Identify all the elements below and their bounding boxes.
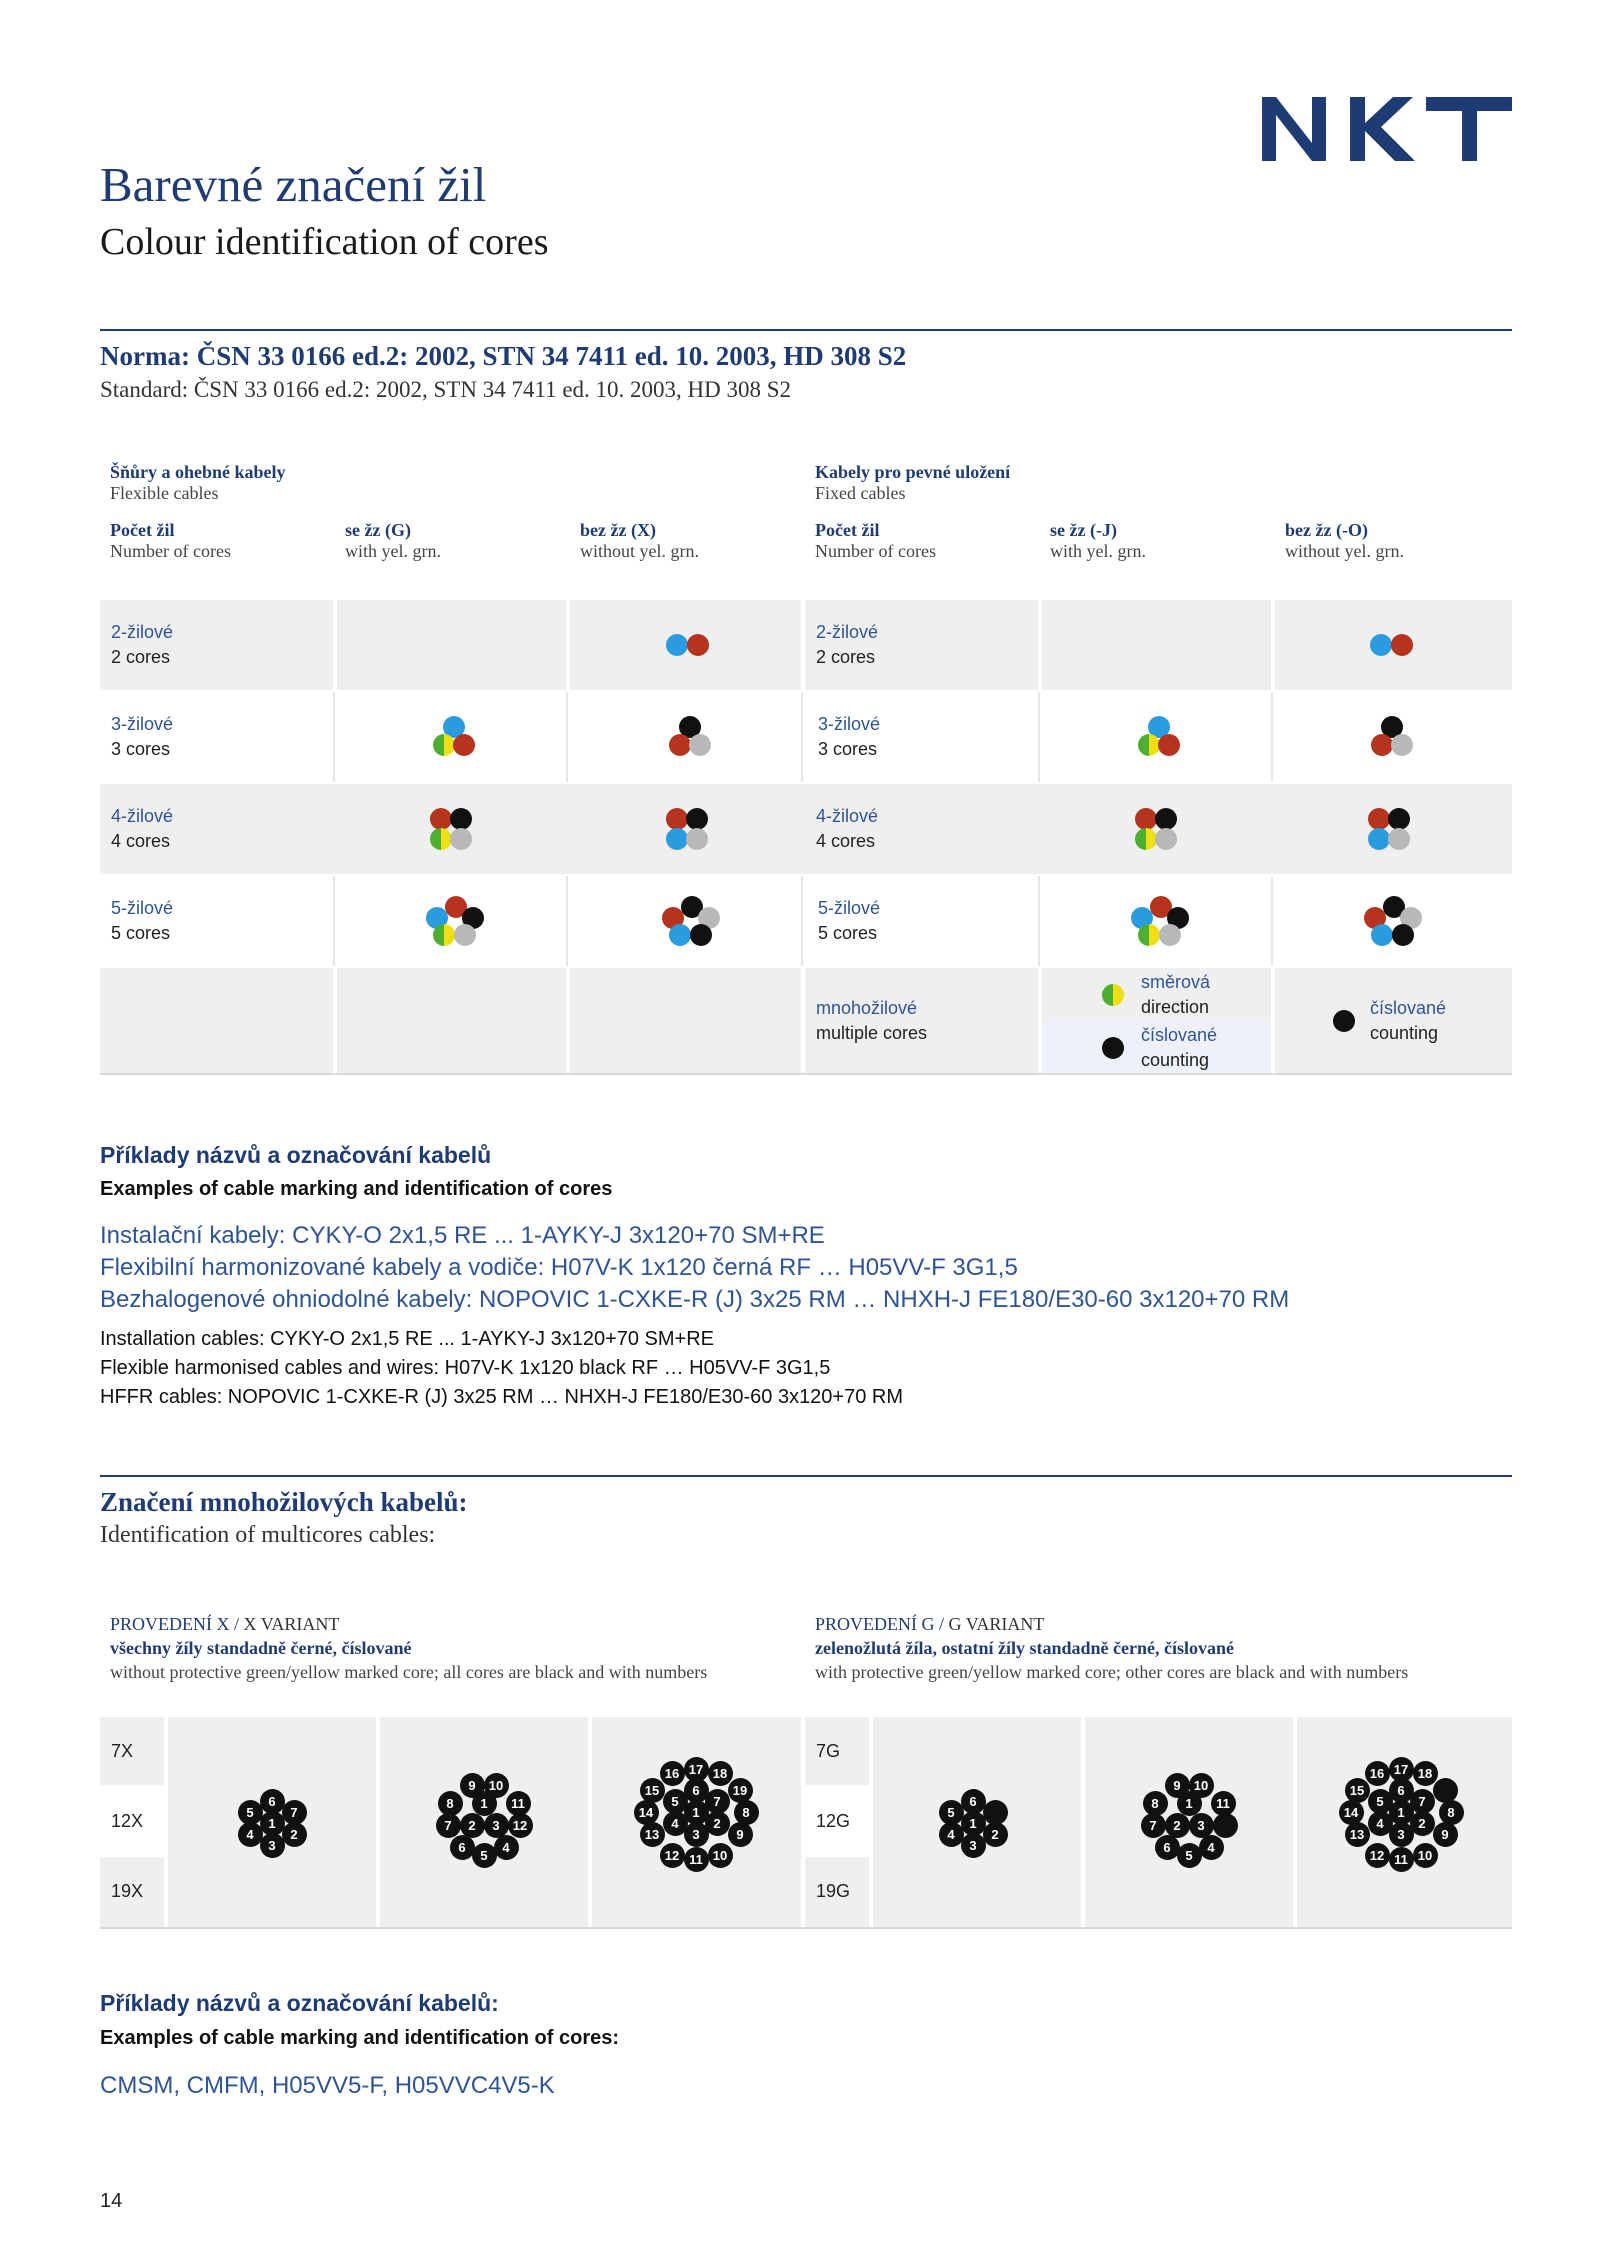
variant-x-title <box>110 1612 707 1636</box>
row-label-en: 2 cores <box>111 647 171 667</box>
grey-core-icon <box>686 828 708 850</box>
table-row <box>100 876 1512 968</box>
cable-7-cell <box>168 1717 376 1927</box>
counting-label <box>1370 996 1446 1046</box>
brown-core-icon <box>1135 808 1157 830</box>
green-yellow-core-icon <box>1433 1778 1458 1803</box>
numbered-core-icon: 5 <box>1368 1789 1393 1814</box>
fixed-title: Kabely pro pevné uložení <box>815 462 1011 482</box>
counting-label <box>1141 1023 1217 1073</box>
row-label <box>816 804 878 854</box>
variant-x-header <box>110 1612 707 1684</box>
table-cell <box>337 968 566 1073</box>
numbered-core-icon: 3 <box>961 1833 986 1858</box>
numbered-core-icon: 4 <box>663 1811 688 1836</box>
numbered-core-icon: 9 <box>1165 1773 1190 1798</box>
table-cell <box>1042 600 1271 690</box>
numbered-core-icon: 5 <box>238 1800 263 1825</box>
counting-label-cz: číslované <box>1141 1025 1218 1045</box>
table-cell <box>566 876 803 966</box>
green-yellow-core-icon <box>1138 924 1160 946</box>
numbered-core-icon: 17 <box>684 1757 709 1782</box>
numbered-core-icon: 6 <box>450 1835 475 1860</box>
numbered-core-icon: 2 <box>705 1811 730 1836</box>
table-cell <box>1271 692 1514 782</box>
fixed-col2-label: se žz (-J) <box>1050 520 1117 540</box>
numbered-core-icon: 19 <box>728 1778 753 1803</box>
numbered-core-icon: 2 <box>1165 1813 1190 1838</box>
numbered-core-icon: 11 <box>1211 1791 1236 1816</box>
numbered-core-icon: 6 <box>684 1778 709 1803</box>
grey-core-icon <box>1155 828 1177 850</box>
table-cell <box>333 692 568 782</box>
row-label-en: 5 cores <box>111 923 171 943</box>
fixed-col3-label: bez žz (-O) <box>1285 520 1368 540</box>
label-7g: 7G <box>816 1741 841 1761</box>
table-row <box>100 692 1512 784</box>
numbered-core-icon: 14 <box>1339 1800 1364 1825</box>
numbered-core-icon: 13 <box>640 1822 665 1847</box>
green-yellow-core-icon <box>1102 984 1124 1006</box>
numbered-core-icon: 3 <box>684 1822 709 1847</box>
table-bottom-line <box>100 1073 1512 1075</box>
flexible-col2-sub: with yel. grn. <box>345 541 441 561</box>
variant-x-title-en: X VARIANT <box>243 1614 340 1634</box>
black-core-icon <box>1102 1037 1124 1059</box>
cable-12-cell <box>1085 1717 1293 1927</box>
examples2-value: CMSM, CMFM, H05VV5-F, H05VVC4V5-K <box>100 2072 555 2099</box>
row-label <box>816 620 878 670</box>
table-cell <box>1038 876 1273 966</box>
row-label-en: 5 cores <box>818 923 878 943</box>
grey-core-icon <box>450 828 472 850</box>
numbered-core-icon: 4 <box>1199 1835 1224 1860</box>
label-12g: 12G <box>816 1811 851 1831</box>
numbered-core-icon: 1 <box>260 1811 285 1836</box>
numbered-core-icon: 12 <box>660 1843 685 1868</box>
variant-g-desc-en: with protective green/yellow marked core; other cores are black and with numbers <box>815 1662 1409 1682</box>
counting-label-cz: číslované <box>1370 998 1447 1018</box>
examples-subtitle: Examples of cable marking and identification of cores <box>100 1178 613 1200</box>
row-label <box>818 712 880 762</box>
variant-g-title <box>815 1612 1408 1636</box>
numbered-core-icon: 14 <box>634 1800 659 1825</box>
fixed-col-with-gy <box>1050 520 1146 562</box>
fixed-col3-sub: without yel. grn. <box>1285 541 1404 561</box>
black-core-icon <box>690 924 712 946</box>
numbered-core-icon: 7 <box>282 1800 307 1825</box>
numbered-core-icon: 17 <box>1389 1757 1414 1782</box>
numbered-core-icon: 6 <box>1155 1835 1180 1860</box>
black-core-icon <box>686 808 708 830</box>
examples2-subtitle: Examples of cable marking and identification of cores: <box>100 2027 620 2049</box>
flexible-title: Šňůry a ohebné kabely <box>110 462 286 482</box>
numbered-core-icon: 6 <box>1389 1778 1414 1803</box>
green-yellow-core-icon <box>1213 1813 1238 1838</box>
grey-core-icon <box>1388 828 1410 850</box>
examples-title: Příklady názvů a označování kabelů <box>100 1142 492 1168</box>
row-label <box>816 996 927 1046</box>
row-label-cz: 3-žilové <box>111 714 174 734</box>
row-label-cz: mnohožilové <box>816 998 918 1018</box>
blue-core-icon <box>1368 828 1390 850</box>
row-label <box>818 896 880 946</box>
cable-19-cell <box>1297 1717 1512 1927</box>
numbered-core-icon: 18 <box>1413 1761 1438 1786</box>
fixed-col2-sub: with yel. grn. <box>1050 541 1146 561</box>
brown-core-icon <box>687 634 709 656</box>
row-label-en: 4 cores <box>111 831 171 851</box>
label-7x: 7X <box>111 1741 134 1761</box>
standard-en: Standard: ČSN 33 0166 ed.2: 2002, STN 34 7411 ed. 10. 2003, HD 308 S2 <box>100 377 792 402</box>
blue-core-icon <box>1371 924 1393 946</box>
numbered-core-icon: 12 <box>508 1813 533 1838</box>
numbered-core-icon: 3 <box>1189 1813 1214 1838</box>
numbered-core-icon: 3 <box>484 1813 509 1838</box>
examples-en-list <box>100 1325 903 1412</box>
variant-x-desc-cz: všechny žíly standadně černé, číslované <box>110 1638 412 1658</box>
table-cell <box>801 876 1040 966</box>
numbered-core-icon: 4 <box>939 1822 964 1847</box>
row-label-cz: 4-žilové <box>111 806 174 826</box>
table-cell <box>100 968 333 1073</box>
row-label-en: 3 cores <box>111 739 171 759</box>
table-cell <box>566 784 801 874</box>
numbered-core-icon: 5 <box>1177 1843 1202 1868</box>
variant-x-title-cz: PROVEDENÍ X <box>110 1614 230 1634</box>
cable-7-cell <box>873 1717 1081 1927</box>
black-core-icon <box>1155 808 1177 830</box>
multicore-subtitle: Identification of multicores cables: <box>100 1522 436 1548</box>
page-title: Barevné značení žil <box>100 157 487 212</box>
examples2-title: Příklady názvů a označování kabelů: <box>100 1990 499 2016</box>
table-row <box>100 968 1512 1075</box>
blue-core-icon <box>666 634 688 656</box>
flexible-col-with-gy <box>345 520 441 562</box>
green-yellow-core-icon <box>983 1800 1008 1825</box>
table-cell <box>801 784 1038 874</box>
row-label <box>111 620 173 670</box>
numbered-core-icon: 1 <box>472 1791 497 1816</box>
row-label-cz: 2-žilové <box>111 622 174 642</box>
table-cell <box>570 968 801 1073</box>
fixed-title-en: Fixed cables <box>815 483 906 503</box>
row-label-en: 3 cores <box>818 739 878 759</box>
fixed-col-without-gy <box>1285 520 1404 562</box>
table-cell <box>100 784 333 874</box>
flexible-col2-label: se žz (G) <box>345 520 411 540</box>
row-label-cz: 4-žilové <box>816 806 879 826</box>
table-cell <box>570 600 801 690</box>
page-subtitle: Colour identification of cores <box>100 221 549 263</box>
numbered-core-icon: 10 <box>1189 1773 1214 1798</box>
numbered-core-icon: 9 <box>1433 1822 1458 1847</box>
numbered-core-icon: 8 <box>438 1791 463 1816</box>
cable-12-cell <box>380 1717 588 1927</box>
black-core-icon <box>1392 924 1414 946</box>
table-cell <box>805 1787 869 1855</box>
brown-core-icon <box>669 734 691 756</box>
brown-core-icon <box>1368 808 1390 830</box>
brown-core-icon <box>430 808 452 830</box>
row-label-en: multiple cores <box>816 1023 928 1043</box>
blue-core-icon <box>666 828 688 850</box>
row-label-cz: 5-žilové <box>111 898 174 918</box>
table-cell <box>100 1787 164 1855</box>
numbered-core-icon: 6 <box>260 1789 285 1814</box>
direction-label-en: direction <box>1141 997 1210 1017</box>
numbered-core-icon: 9 <box>460 1773 485 1798</box>
flexible-col-cores <box>110 520 231 562</box>
table-cell <box>1271 784 1512 874</box>
numbered-core-icon: 10 <box>708 1843 733 1868</box>
row-label-cz: 2-žilové <box>816 622 879 642</box>
numbered-core-icon: 2 <box>983 1822 1008 1847</box>
example-line: Flexibilní harmonizované kabely a vodiče: H07V-K 1x120 černá RF … H05VV-F 3G1,5 <box>100 1254 1018 1281</box>
table-cell <box>805 968 1038 1073</box>
counting-label-en: counting <box>1370 1023 1439 1043</box>
variant-g-title-sep: / <box>934 1614 949 1634</box>
table-bottom-line <box>100 1927 1512 1929</box>
label-19x: 19X <box>111 1881 144 1901</box>
flexible-col1-label: Počet žil <box>110 520 175 540</box>
colour-table <box>100 600 1512 1075</box>
green-yellow-core-icon <box>1135 828 1157 850</box>
blue-core-icon <box>669 924 691 946</box>
label-19g: 19G <box>816 1881 851 1901</box>
numbered-core-icon: 16 <box>1365 1761 1390 1786</box>
table-cell <box>1038 692 1273 782</box>
flexible-title-en: Flexible cables <box>110 483 219 503</box>
grey-core-icon <box>454 924 476 946</box>
fixed-col1-label: Počet žil <box>815 520 880 540</box>
numbered-core-icon: 11 <box>684 1847 709 1872</box>
counting-label-en: counting <box>1141 1050 1210 1070</box>
numbered-core-icon: 7 <box>436 1813 461 1838</box>
numbered-core-icon: 7 <box>1141 1813 1166 1838</box>
green-yellow-core-icon <box>433 924 455 946</box>
table-cell <box>805 1857 869 1927</box>
table-cell <box>100 1717 164 1785</box>
variant-g-title-cz: PROVEDENÍ G <box>815 1614 935 1634</box>
brown-core-icon <box>666 808 688 830</box>
table-cell <box>1042 968 1271 1073</box>
row-label-en: 2 cores <box>816 647 876 667</box>
numbered-core-icon: 1 <box>1177 1791 1202 1816</box>
numbered-core-icon: 1 <box>961 1811 986 1836</box>
table-cell <box>1038 784 1271 874</box>
brown-core-icon <box>1158 734 1180 756</box>
numbered-core-icon: 3 <box>1389 1822 1414 1847</box>
brown-core-icon <box>453 734 475 756</box>
numbered-core-icon: 6 <box>961 1789 986 1814</box>
numbered-core-icon: 15 <box>640 1778 665 1803</box>
numbered-core-icon: 8 <box>1439 1800 1464 1825</box>
table-cell <box>100 600 333 690</box>
table-cell <box>100 1857 164 1927</box>
row-label-cz: 5-žilové <box>818 898 881 918</box>
table-cell <box>100 692 333 782</box>
numbered-core-icon: 8 <box>734 1800 759 1825</box>
numbered-core-icon: 16 <box>660 1761 685 1786</box>
numbered-core-icon: 11 <box>506 1791 531 1816</box>
numbered-core-icon: 18 <box>708 1761 733 1786</box>
black-core-icon <box>1388 808 1410 830</box>
green-yellow-core-icon <box>433 734 455 756</box>
green-yellow-core-icon <box>1138 734 1160 756</box>
table-cell <box>805 600 1038 690</box>
numbered-core-icon: 5 <box>663 1789 688 1814</box>
numbered-core-icon: 13 <box>1345 1822 1370 1847</box>
table-cell <box>333 876 568 966</box>
table-cell <box>333 784 566 874</box>
table-cell <box>805 1717 869 1785</box>
row-label <box>111 804 173 854</box>
numbered-core-icon: 15 <box>1345 1778 1370 1803</box>
variant-g-header <box>815 1612 1408 1684</box>
row-label-en: 4 cores <box>816 831 876 851</box>
numbered-core-icon: 3 <box>260 1833 285 1858</box>
table-cell <box>566 692 803 782</box>
numbered-core-icon: 10 <box>1413 1843 1438 1868</box>
numbered-core-icon: 1 <box>684 1800 709 1825</box>
green-yellow-core-icon <box>430 828 452 850</box>
examples-cz-list <box>100 1220 1289 1316</box>
example-line: Flexible harmonised cables and wires: H07V-K 1x120 black RF … H05VV-F 3G1,5 <box>100 1357 831 1379</box>
fixed-col-cores <box>815 520 936 562</box>
black-core-icon <box>1333 1010 1355 1032</box>
label-12x: 12X <box>111 1811 144 1831</box>
row-label <box>111 896 173 946</box>
numbered-core-icon: 1 <box>1389 1800 1414 1825</box>
numbered-core-icon: 11 <box>1389 1847 1414 1872</box>
variant-x-desc-en: without protective green/yellow marked core; all cores are black and with numbers <box>110 1662 708 1682</box>
example-line: Instalační kabely: CYKY-O 2x1,5 RE ... 1-AYKY-J 3x120+70 SM+RE <box>100 1222 825 1249</box>
table-cell <box>337 600 566 690</box>
table-cell <box>1275 600 1512 690</box>
multicore-table <box>100 1717 1512 1927</box>
table-row <box>100 784 1512 876</box>
nkt-logo <box>1262 97 1512 161</box>
example-line: HFFR cables: NOPOVIC 1-CXKE-R (J) 3x25 RM … NHXH-J FE180/E30-60 3x120+70 RM <box>100 1386 904 1408</box>
numbered-core-icon: 4 <box>494 1835 519 1860</box>
numbered-core-icon: 2 <box>460 1813 485 1838</box>
table-row <box>100 600 1512 692</box>
standard-cz: Norma: ČSN 33 0166 ed.2: 2002, STN 34 7411 ed. 10. 2003, HD 308 S2 <box>100 341 907 371</box>
example-line: Installation cables: CYKY-O 2x1,5 RE ... 1-AYKY-J 3x120+70 SM+RE <box>100 1328 715 1350</box>
section-divider <box>100 1475 1512 1477</box>
flexible-col-without-gy <box>580 520 699 562</box>
numbered-core-icon: 5 <box>472 1843 497 1868</box>
variant-g-title-en: G VARIANT <box>948 1614 1045 1634</box>
variant-g-desc-cz: zelenožlutá žíla, ostatní žíly standadně černé, číslované <box>815 1638 1234 1658</box>
fixed-header <box>815 462 1010 504</box>
numbered-core-icon: 7 <box>1410 1789 1435 1814</box>
fixed-col1-sub: Number of cores <box>815 541 936 561</box>
numbered-core-icon: 4 <box>238 1822 263 1847</box>
table-cell <box>801 692 1040 782</box>
numbered-core-icon: 5 <box>939 1800 964 1825</box>
numbered-core-icon: 8 <box>1143 1791 1168 1816</box>
table-cell <box>1271 876 1514 966</box>
numbered-core-icon: 7 <box>705 1789 730 1814</box>
numbered-core-icon: 2 <box>282 1822 307 1847</box>
variant-x-title-sep: / <box>229 1614 244 1634</box>
grey-core-icon <box>689 734 711 756</box>
table-cell <box>100 876 333 966</box>
grey-core-icon <box>1159 924 1181 946</box>
numbered-core-icon: 10 <box>484 1773 509 1798</box>
cable-19-cell <box>592 1717 801 1927</box>
table-cell <box>1275 968 1512 1073</box>
grey-core-icon <box>1391 734 1413 756</box>
black-core-icon <box>450 808 472 830</box>
flexible-col1-sub: Number of cores <box>110 541 231 561</box>
flexible-col3-label: bez žz (X) <box>580 520 656 540</box>
row-label-cz: 3-žilové <box>818 714 881 734</box>
blue-core-icon <box>1370 634 1392 656</box>
numbered-core-icon: 9 <box>728 1822 753 1847</box>
brown-core-icon <box>1371 734 1393 756</box>
flexible-col3-sub: without yel. grn. <box>580 541 699 561</box>
numbered-core-icon: 2 <box>1410 1811 1435 1836</box>
direction-label <box>1141 970 1210 1020</box>
row-label <box>111 712 173 762</box>
direction-label-cz: směrová <box>1141 972 1211 992</box>
flexible-header <box>110 462 286 504</box>
numbered-core-icon: 4 <box>1368 1811 1393 1836</box>
numbered-core-icon: 12 <box>1365 1843 1390 1868</box>
section-divider <box>100 329 1512 331</box>
page-number: 14 <box>100 2190 123 2212</box>
brown-core-icon <box>1391 634 1413 656</box>
example-line: Bezhalogenové ohniodolné kabely: NOPOVIC 1-CXKE-R (J) 3x25 RM … NHXH-J FE180/E30-60 3x120+70 RM <box>100 1286 1290 1313</box>
multicore-title: Značení mnohožilových kabelů: <box>100 1487 468 1517</box>
